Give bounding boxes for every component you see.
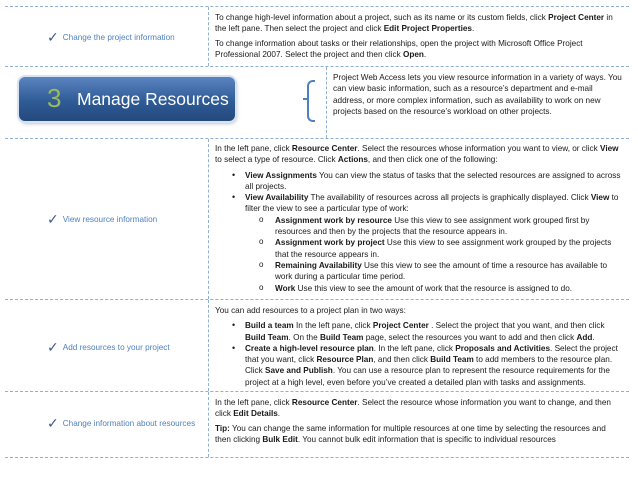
- row-label-cell: [5, 7, 209, 66]
- checkmark-icon: ✓: [47, 211, 59, 227]
- section-intro: Project Web Access lets you view resource information in a variety of ways. You can view basic information, such as a resource’s department and e-mail address, or more complex information, such as availability to work on new projects based on the resource’s workload on other projects.: [333, 73, 622, 116]
- bold-term: Assignment work by project: [275, 238, 385, 248]
- text: . Select the resources whose information you want to view, or click: [357, 144, 601, 153]
- text: . You can use a resource plan to represent the resource requirements for the project at a high level, even before you’ve created a detailed plan with tasks and assignments.: [245, 366, 610, 387]
- list-item: [215, 192, 623, 294]
- paragraph: [215, 12, 623, 35]
- text: .: [471, 24, 475, 34]
- bold-term: Bulk Edit: [262, 434, 298, 444]
- text: . Select the project that you want, click: [245, 343, 618, 365]
- bold-term: Create a high-level resource plan: [245, 343, 374, 353]
- bold-term: Build Team: [319, 332, 364, 342]
- row-label: [47, 416, 195, 430]
- bold-term: Edit Details: [233, 409, 278, 419]
- bold-term: Add: [576, 332, 593, 342]
- text: .: [592, 332, 595, 342]
- brace-tip: [303, 98, 309, 104]
- section-title: Manage Resources: [77, 89, 229, 109]
- checkmark-icon: ✓: [47, 29, 59, 45]
- bold-term: Open: [402, 49, 424, 59]
- bold-term: View: [600, 144, 619, 153]
- label-text: View resource information: [62, 214, 158, 224]
- text: To change information about tasks or their relationships, open the project with Microsoft Office Project Professional 2007. Select the project and then click: [215, 38, 583, 59]
- text: . Select the resource whose information you want to change, and then click: [215, 398, 611, 419]
- paragraph: [215, 397, 623, 420]
- text: . Select the project that you want, and then click: [428, 321, 605, 331]
- row-label-cell: [5, 300, 209, 391]
- row-content: [211, 139, 629, 296]
- text: The availability of resources across all projects is graphically displayed. Click: [308, 193, 591, 203]
- bold-term: Resource Plan: [316, 355, 374, 365]
- list-item: [215, 170, 623, 193]
- bullet-list: [215, 320, 623, 388]
- text: To change high-level information about a project, such as its name or its custom fields, click: [215, 13, 549, 22]
- bold-term: View Assignments: [245, 170, 317, 180]
- sub-list-item: [215, 237, 623, 260]
- row-change-project-info: [5, 6, 629, 66]
- bold-term: Resource Center: [291, 398, 358, 407]
- section-banner-row: [5, 66, 629, 138]
- text: Use this view to see assignment work grouped by the projects that the resource appears in.: [275, 238, 612, 259]
- bold-term: View Availability: [245, 193, 309, 203]
- text: . On the: [288, 332, 320, 342]
- text: In the left pane, click: [215, 398, 292, 407]
- list-item: [215, 320, 623, 343]
- sub-list-item: [215, 260, 623, 283]
- row-label-cell: [5, 139, 209, 299]
- bold-term: View: [590, 193, 610, 203]
- text: to filter the view to see a particular type of work:: [245, 193, 619, 214]
- label-text: Change the project information: [62, 32, 175, 42]
- text: Use this view to see the amount of time a resource has available to work during a particular time period.: [275, 260, 608, 282]
- bold-term: Proposals and Activities: [455, 343, 551, 353]
- sub-list-item: [215, 215, 623, 238]
- row-label: [47, 212, 157, 226]
- row-content: [211, 7, 629, 63]
- section-banner: [19, 77, 235, 121]
- text: page, select the resources you want to add and then click: [363, 332, 577, 342]
- section-number: 3: [47, 83, 62, 113]
- text: Use this view to see assignment work grouped first by resources and then by the projects that the resource appears in.: [275, 215, 590, 237]
- sub-list-item: [215, 283, 623, 294]
- paragraph: [215, 423, 623, 446]
- text: Use this view to see the amount of work that the resource is assigned to do.: [295, 283, 573, 293]
- text: In the left pane, click: [293, 321, 373, 331]
- text: to add members to the resource plan. Click: [245, 355, 613, 376]
- bold-term: Build Team: [430, 355, 474, 365]
- label-text: Change information about resources: [62, 418, 196, 428]
- text: .: [423, 49, 427, 59]
- bold-term: Work: [275, 283, 296, 293]
- row-label-cell: [5, 392, 209, 457]
- resource-guide-table: [5, 6, 629, 481]
- bold-term: Build a team: [245, 321, 294, 331]
- list-item: [215, 343, 623, 388]
- bold-term: Save and Publish: [265, 366, 333, 376]
- text: . You cannot bulk edit information that is specific to individual resources: [297, 434, 556, 444]
- paragraph: [215, 38, 623, 61]
- row-change-resource-info: [5, 391, 629, 458]
- row-label: [47, 30, 175, 44]
- checkmark-icon: ✓: [47, 339, 59, 355]
- sub-list: [215, 215, 623, 294]
- row-content: [211, 300, 629, 390]
- text: to select a type of resource. Click: [215, 155, 338, 165]
- text: .: [277, 409, 281, 419]
- bold-term: Assignment work by resource: [275, 215, 392, 225]
- label-text: Add resources to your project: [62, 342, 170, 352]
- row-content: [211, 392, 629, 448]
- row-label: [47, 340, 170, 354]
- text: in the left pane. Then select the project and click: [215, 13, 613, 34]
- bold-term: Edit Project Properties: [383, 24, 472, 34]
- row-add-resources: [5, 299, 629, 391]
- bold-term: Actions: [337, 155, 368, 165]
- text: , and then click: [373, 355, 431, 365]
- bold-term: Resource Center: [291, 144, 358, 153]
- divider: [326, 67, 327, 138]
- tip-label: Tip:: [215, 423, 230, 433]
- row-view-resource-info: [5, 138, 629, 299]
- text: , and then click one of the following:: [367, 155, 498, 165]
- text: . In the left pane, click: [373, 343, 456, 353]
- bold-term: Build Team: [245, 332, 289, 342]
- text: You can change the same information for multiple resources at one time by selecting the resources and then clicking: [215, 423, 606, 444]
- bold-term: Project Center: [548, 13, 605, 22]
- bullet-list: [215, 170, 623, 294]
- bold-term: Remaining Availability: [275, 260, 362, 270]
- bold-term: Project Center: [372, 321, 429, 331]
- checkmark-icon: ✓: [47, 415, 59, 431]
- paragraph: [215, 143, 623, 166]
- text: In the left pane, click: [215, 144, 292, 153]
- text: You can view the status of tasks that the selected resources are assigned to across all projects.: [245, 170, 621, 191]
- paragraph: You can add resources to a project plan in two ways:: [215, 306, 406, 315]
